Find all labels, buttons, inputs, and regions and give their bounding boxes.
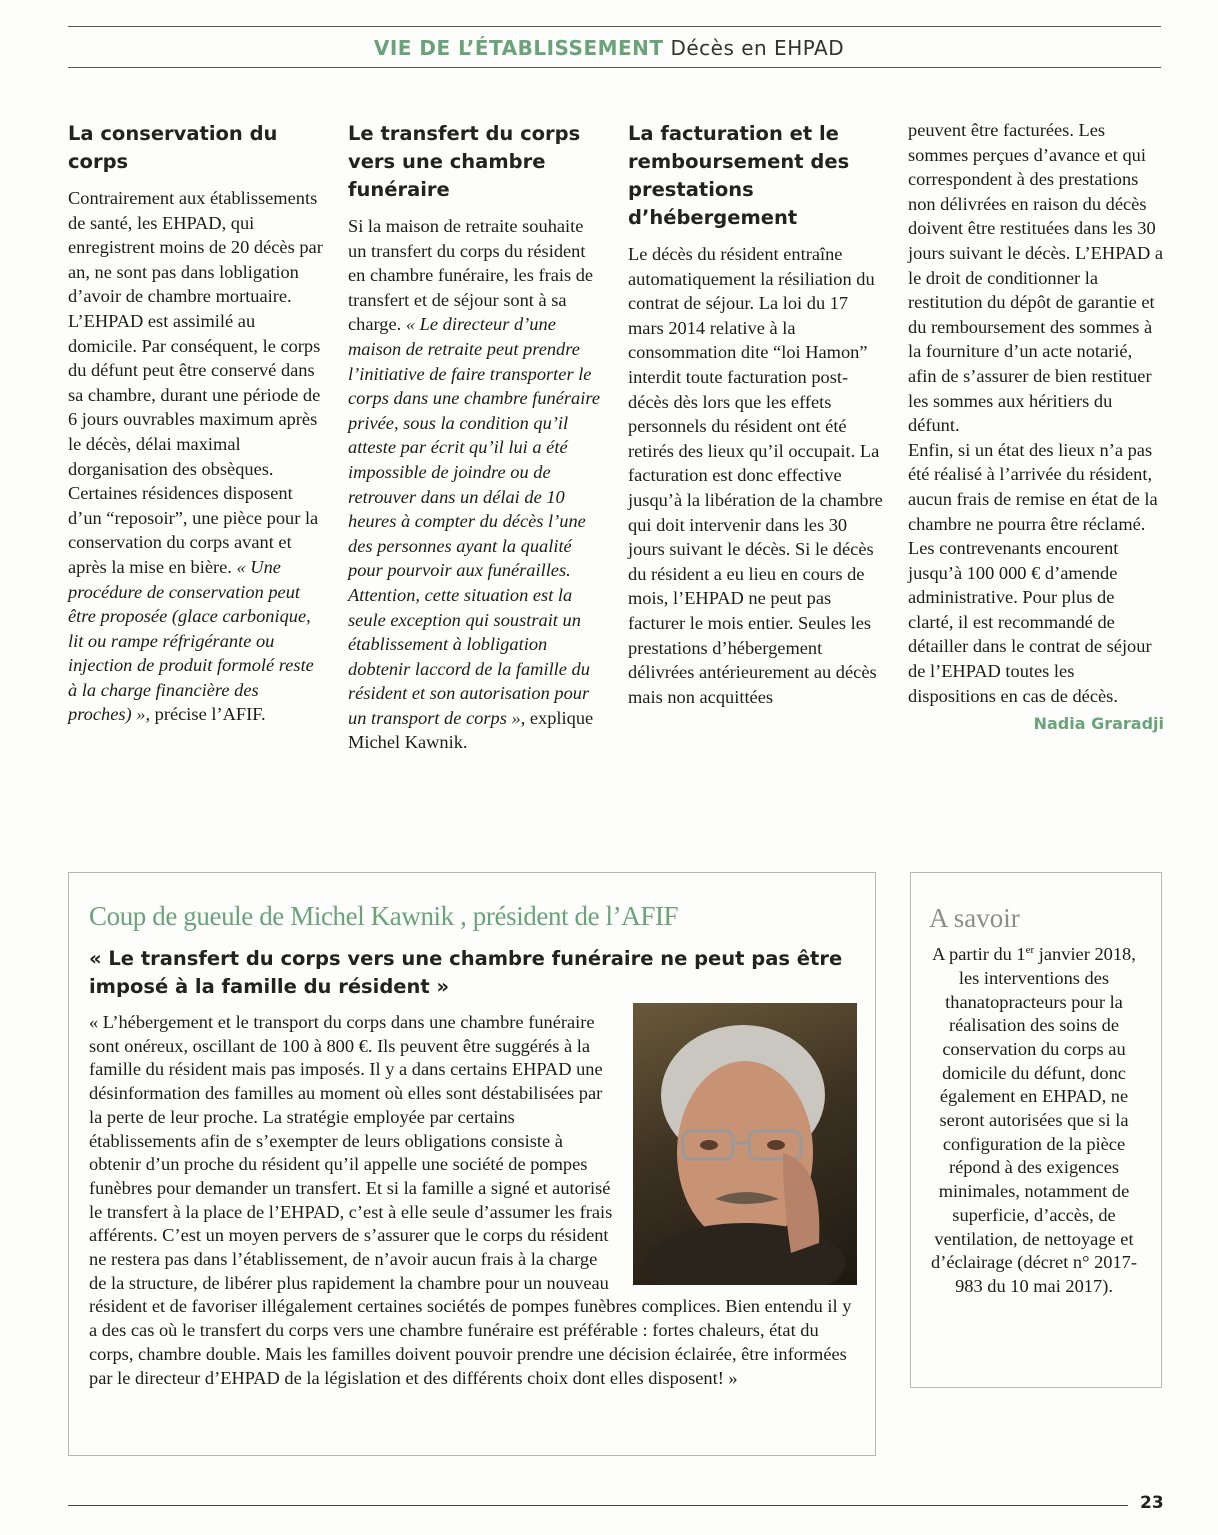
article-column-3 — [628, 120, 884, 709]
sidebar-box — [910, 872, 1162, 1388]
article-body: Le décès du résident entraîne automatiquement la résiliation du contrat de séjour. La loi du 17 mars 2014 relative à la consommation dite “loi Hamon” interdit toute facturation post-décès dès lors que les effets personnels du résident ont été retirés des lieux qu’il occupait. La facturation est donc effective jusqu’à la libération de la chambre qui doit intervenir dans les 30 jours suivant le décès. Si le décès du résident a eu lieu en cours de mois, l’EHPAD ne peut pas facturer le mois entier. Seules les prestations d’hébergement délivrées antérieurement au décès mais non acquittées — [628, 244, 883, 707]
article-column-4 — [908, 118, 1164, 737]
article-column-2 — [348, 120, 604, 755]
sidebar-text-end: janvier 2018, les interventions des thanatopracteurs pour la réalisation des soins de conservation du corps au domicile du défunt, donc également en EHPAD, ne seront autorisées que si la configuration de la pièce répond à des exigences minimales, notamment de superficie, d’accès, de ventilation, de nettoyage et d’éclairage (décret n° 2017-983 du 10 mai 2017). — [931, 944, 1137, 1296]
header-rule-top — [68, 26, 1161, 27]
article-attribution: , précise l’AFIF. — [145, 704, 266, 725]
footer-rule — [68, 1505, 1128, 1506]
article-heading: La facturation et le remboursement des prestations d’hébergement — [628, 122, 850, 229]
portrait-illustration — [633, 1003, 857, 1285]
article-text — [348, 214, 604, 755]
article-text — [68, 186, 324, 727]
article-attribution: , explique Michel Kawnik. — [348, 707, 594, 753]
author-signature: Nadia Graradji — [1033, 714, 1164, 734]
portrait-photo — [633, 1003, 857, 1285]
callout-body-wrap — [89, 1011, 857, 1390]
callout-quote-title: « Le transfert du corps vers une chambre funéraire ne peut pas être imposé à la famille du résident » — [89, 947, 843, 998]
article-quote: « Le directeur d’une maison de retraite peut prendre l’initiative de faire transporter le corps dans une chambre funéraire privée, sous la condition qu’il atteste par écrit qu’il lui a été impossible de joindre ou de retrouver dans un délai de 10 heures à compter du décès l’une des personnes ayant la qualité pour pourvoir aux funérailles. Attention, cette situation est la seule exception qui soustrait un établissement à lobligation dobtenir laccord de la famille du résident et son autorisation pour un transport de corps » — [348, 314, 600, 728]
sidebar-title: A savoir — [929, 903, 1020, 933]
article-body-continued: Enfin, si un état des lieux n’a pas été réalisé à l’arrivée du résident, aucun frais de remise en état de la chambre ne pourra être réclamé. Les contrevenants encourent jusqu’à 100 000 € d’amende administrative. Pour plus de clarté, il est recommandé de détailler dans le contrat de séjour de l’EHPAD toutes les dispositions en cas de décès. — [908, 439, 1158, 706]
callout-kicker: Coup de gueule de Michel Kawnik , président de l’AFIF — [89, 901, 679, 931]
article-body: peuvent être facturées. Les sommes perçues d’avance et qui correspondent à des prestations non délivrées en raison du décès doivent être restituées dans les 30 jours suivant le décès. L’EHPAD a le droit de conditionner la restitution du dépôt de garantie et du remboursement des sommes à la fourniture d’un acte notarié, afin de s’assurer de bien restituer les sommes aux héritiers du défunt. — [908, 120, 1164, 436]
sidebar-text — [929, 939, 1139, 1299]
article-body: Contrairement aux établissements de santé, les EHPAD, qui enregistrent moins de 20 décès par an, ne sont pas dans lobligation d’avoir de chambre mortuaire. L’EHPAD est assimilé au domicile. Par conséquent, le corps du défunt peut être conservé dans sa chambre, durant une période de 6 jours ouvrables maximum après le décès, délai maximal dorganisation des obsèques. Certaines résidences disposent d’un “reposoir”, une pièce pour la conservation du corps avant et après la mise en bière. — [68, 188, 323, 577]
article-quote: « Une procédure de conservation peut être proposée (glace carbonique, lit ou rampe réfrigérante ou injection de produit formolé reste à la charge financière des proches) » — [68, 556, 314, 725]
article-heading: Le transfert du corps vers une chambre funéraire — [348, 122, 581, 201]
callout-body-text: « L’hébergement et le transport du corps dans une chambre funéraire sont onéreux, oscillant de 100 à 800 €. Ils peuvent être suggérés à la famille du résident mais pas imposés. Il y a dans certains EHPAD une désinformation des familles au moment où elles sont déstabilisées par la perte de leur proche. La stratégie employée par certains établissements afin de s’exempter de leurs obligations consiste à obtenir d’un proche du résident qu’il appelle une société de pompes funèbres pour demander un transfert. Et si la famille a signé et autorisé le transfert à la place de l’EHPAD, c’est à elle seule d’assumer les frais afférents. C’est un moyen pervers de s’assurer que le corps du résident ne restera pas dans l’établissement, de n’avoir aucun frais à la charge de la structure, de libérer plus rapidement la chambre pour un nouveau résident et de favoriser illégalement certaines sociétés de pompes funèbres complices. Bien entendu il y a des cas où le transfert du corps vers une chambre funéraire est préférable : fortes chaleurs, état du corps, chambre double. Mais les familles doivent pouvoir prendre une décision éclairée, être informées par le directeur d’EHPAD de la législation et des différents choix dont elles disposent! » — [89, 1012, 852, 1388]
article-heading: La conservation du corps — [68, 122, 278, 173]
sidebar-text-start: A partir du 1 — [932, 944, 1026, 965]
header-rule-bottom — [68, 67, 1161, 68]
page-number: 23 — [1140, 1493, 1164, 1513]
running-header — [0, 36, 1218, 60]
topic-title: Décès en EHPAD — [670, 36, 845, 60]
section-title: VIE DE L’ÉTABLISSEMENT — [373, 36, 664, 60]
article-body: Si la maison de retraite souhaite un transfert du corps du résident en chambre funéraire, les frais de transfert et de séjour sont à sa charge. — [348, 216, 594, 335]
article-column-1 — [68, 120, 324, 727]
callout-box — [68, 872, 876, 1456]
sidebar-superscript: er — [1025, 944, 1035, 956]
